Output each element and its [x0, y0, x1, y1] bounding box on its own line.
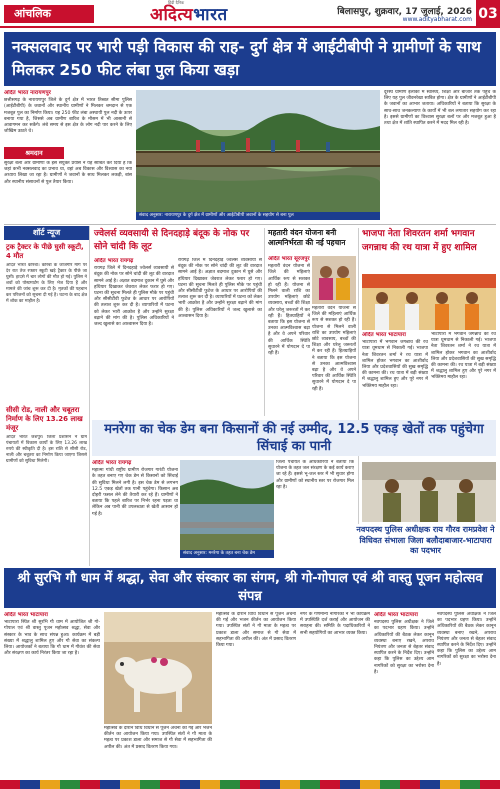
- divider: [264, 228, 265, 416]
- police-photo-illustration: [362, 462, 496, 522]
- cow-photo-illustration: [104, 612, 212, 724]
- police-byline: अदित भारत भाटापारा: [374, 612, 418, 618]
- jewellery-article-cont: रायगढ़ जिले में दिनदहाड़े ज्वेलर्स व्यवसायी से बंदूक की नोक पर सोने चांदी की लूट की वारदात सामने आई है। अज्ञात बदमाश दुकान में घुसे और हथियार दिखाकर जेवरात लेकर फरार हो गए। घटना की सूचना मिलते ही पुलिस मौके पर पहुंची और सीसीटीवी फुटेज के आधार पर आरोपियों की तलाश शुरू कर दी है। व्यापारियों में घटना को लेकर भारी आक्रोश है और उन्होंने सुरक्षा बढ़ाने की मांग की है। पुलिस अधिकारियों ने जल्द खुलासे का आश्वासन दिया है।: [178, 258, 262, 319]
- bhajpa-photo[interactable]: [362, 274, 496, 330]
- short-news-header: शॉर्ट न्यूज: [4, 226, 89, 240]
- mahtari-text: महतारी वंदन योजना से जिले की महिलाएं आर्थिक रूप से सशक्त हो रही हैं। योजना से मिलने वाली राशि का उपयोग महिलाएं छोटे व्यवसाय, बच्चों की शिक्षा और घरेलू जरूरतों में कर रही हैं। हितग्राहियों ने बताया कि इस योजना से उनका आत्मविश्वास बढ़ा है और वे अपने परिवार की आर्थिक स्थिति सुधारने में योगदान दे पा रही हैं।: [268, 264, 310, 357]
- lead-photo-caption: संवाद अनुसार: नारायणपुर के दुर्ग क्षेत्र में ग्रामीणों और आईटीबीपी जवानों के सहयोग से बना पुल: [136, 212, 380, 220]
- lead-article-left: [4, 90, 132, 146]
- police-photo[interactable]: [362, 462, 496, 522]
- checkdam-photo-illustration: [180, 460, 274, 550]
- surabhi-article-mid-lower: महोत्सव के दौरान विधि विधान से पूजन अर्चना की गई और भजन कीर्तन का आयोजन किया गया। उपस्थित संतों ने गौ माता के महत्व पर प्रकाश डाला और समाज से गौ सेवा में सहभागिता की अपील की। अंत में प्रसाद वितरण किया गया।: [104, 726, 212, 750]
- shramdaan-label: श्रमदान: [4, 147, 64, 159]
- manrega-article: [92, 460, 178, 566]
- short-news-text-1: अदित भारत कोरबा। कोरबा के जांजगीर मार्ग पर देर रात तेज रफ्तार स्कूटी खड़े ट्रैक्टर के पीछे जा घुसी। हादसे में चार लोगों की मौत हो गई। पुलिस ने शवों को पोस्टमार्टम के लिए भेज दिया है और मामले की जांच शुरू कर दी है। मृतकों की पहचान कर परिजनों को सूचना दी गई है। घटना के बाद क्षेत्र में शोक का माहौल है।: [6, 263, 87, 304]
- lead-text-left: छत्तीसगढ़ के नारायणपुर जिले के दुर्ग क्षेत्र में भारत तिब्बत सीमा पुलिस (आईटीबीपी) के जवानों और स्थानीय ग्रामीणों ने मिलकर श्रमदान से एक मजबूत पुल का निर्माण किया। यह 250 फीट लंबा अस्थायी पुल नदी के ऊपर बनाया गया है, जिससे अब ग्रामीण बारिश के मौसम में भी आसानी से आवागमन कर सकेंगे। लंबे समय से इस क्षेत्र के लोग नदी पार करने के लिए जोखिम उठाते थे।: [4, 98, 132, 135]
- logo-tagline: हिंदी दैनिक: [168, 0, 185, 5]
- lead-article-right: दूरस्थ ग्रामीण इलाकों में स्वास्थ्य, शिक्षा और बाजार तक पहुंच के लिए यह पुल जीवनरेखा साबित होगा। क्षेत्र के ग्रामीणों ने आईटीबीपी के जवानों का आभार जताया। अधिकारियों ने बताया कि सुरक्षा के साथ-साथ जनकल्याण के कार्यों में भी बल लगातार सहयोग कर रहा है। इससे ग्रामीणों का विश्वास सुरक्षा बलों पर और मजबूत हुआ है तथा क्षेत्र में शांति स्थापित करने में मदद मिल रही है।: [384, 90, 496, 127]
- surabhi-headline[interactable]: श्री सुरभि गौ धाम में श्रद्धा, सेवा और संस्कार का संगम, श्री गो-गोपाल एवं श्री वास्तु पूजन महोत्सव संपन्न: [4, 568, 496, 608]
- mahtari-photo[interactable]: [312, 256, 356, 304]
- lead-article-left-2: सुरक्षा बलों और ग्रामीणों के इस संयुक्त प्रयास ने यह साबित कर दिया है कि जहां कभी नक्सलवाद का प्रभाव था, वहां अब विकास और विश्वास का नया अध्याय लिखा जा रहा है। ग्रामीणों ने जवानों के साथ मिलकर लकड़ी, बांस और स्थानीय संसाधनों से पुल तैयार किया।: [4, 161, 132, 185]
- manrega-byline: अदित भारत रायगढ़: [92, 460, 132, 466]
- police-headline[interactable]: नवपदस्थ पुलिस अधीक्षक राय गौरव रामप्रवेश ने विधिवत संभाला जिला बलौदाबाजार-भाटापारा का पदभार: [356, 525, 495, 555]
- short-news-column: [4, 226, 90, 566]
- surabhi-text-left: भाटापारा स्थित श्री सुरभि गौ धाम में आयोजित श्री गो-गोपाल एवं श्री वास्तु पूजन महोत्सव श्रद्धा, सेवा और संस्कार के भाव के साथ संपन्न हुआ। कार्यक्रम में बड़ी संख्या में श्रद्धालु शामिल हुए और गौ सेवा का संकल्प लिया। आयोजकों ने बताया कि गौ धाम में गौवंश की सेवा और संरक्षण का कार्य निरंतर किया जा रहा है।: [4, 620, 100, 657]
- page-number: 03: [476, 0, 500, 28]
- police-article-cont: नवपदस्थ पुलिस अधीक्षक ने जिले का पदभार ग्रहण किया। उन्होंने अधिकारियों की बैठक लेकर कानून व्यवस्था बनाए रखने, अपराध नियंत्रण और जनता से बेहतर संवाद स्थापित करने के निर्देश दिए। उन्होंने कहा कि पुलिस का उद्देश्य आम नागरिकों को सुरक्षा का भरोसा देना है।: [437, 612, 496, 667]
- lead-headline-box: [4, 32, 496, 86]
- mahtari-article: [268, 256, 310, 416]
- bhajpa-byline: अदित भारत भाटापारा: [362, 332, 406, 338]
- divider: [358, 228, 359, 524]
- manrega-article-right: जिला पंचायत के अधिकारियों ने बताया कि योजना के तहत जल संरक्षण के कई कार्य कराए जा रहे हैं। इससे भू-जल स्तर में भी सुधार होगा और ग्रामीणों को स्थानीय स्तर पर रोजगार मिल रहा है।: [276, 460, 354, 490]
- mahtari-photo-illustration: [312, 256, 356, 304]
- bhajpa-text: भाटापारा में भगवान जगन्नाथ की रथ यात्रा धूमधाम से निकाली गई। भाजपा नेता शिवरतन शर्मा ने रथ यात्रा में शामिल होकर भगवान का आशीर्वाद लिया और प्रदेशवासियों की सुख समृद्धि की कामना की। रथ यात्रा में बड़ी संख्या में श्रद्धालु शामिल हुए और पूरे नगर में भक्तिमय माहौल रहा।: [362, 340, 428, 389]
- website-link[interactable]: www.adityabharat.com: [402, 16, 472, 23]
- surabhi-article-mid: महोत्सव के दौरान विधि विधान से पूजन अर्चना की गई और भजन कीर्तन का आयोजन किया गया। उपस्थित संतों ने गौ माता के महत्व पर प्रकाश डाला और समाज से गौ सेवा में सहभागिता की अपील की। अंत में प्रसाद वितरण किया गया।: [216, 612, 296, 649]
- surabhi-article-right: नगर के गणमान्य नागरिकों ने भी कार्यक्रम में उपस्थिति दर्ज कराई और आयोजन की सराहना की। समिति के पदाधिकारियों ने सभी सहयोगियों का आभार व्यक्त किया।: [300, 612, 370, 636]
- short-news-text-2: अदित भारत जशपुर। जिला प्रशासन ने ग्राम पंचायतों में विकास कार्यों के लिए 13.26 लाख रुपये की स्वीकृति दी है। इस राशि से सीसी रोड, नाली और चबूतरा का निर्माण किया जाएगा जिससे ग्रामीणों को सुविधा मिलेगी।: [6, 435, 87, 464]
- jewellery-article: [94, 258, 174, 416]
- footer-color-strip: [0, 780, 500, 789]
- jewellery-byline: अदित भारत रायगढ़: [94, 258, 134, 264]
- bhajpa-headline[interactable]: भाजपा नेता शिवरतन शर्मा भगवान जगन्नाथ की रथ यात्रा में हुए शामिल: [362, 229, 477, 253]
- surabhi-article-left: [4, 612, 100, 778]
- section-tag: आंचलिक: [4, 5, 94, 23]
- bridge-photo-illustration: [136, 90, 380, 212]
- manrega-photo-caption: संवाद अनुसार: मनरेगा के तहत बना चेक डेम: [180, 550, 274, 558]
- logo-part-a: अदित्य: [150, 5, 194, 25]
- surabhi-byline: अदित भारत भाटापारा: [4, 612, 48, 618]
- lead-headline[interactable]: नक्सलवाद पर भारी पड़ी विकास की राह- दुर्ग क्षेत्र में आईटीबीपी ने ग्रामीणों के साथ मिलकर 250 फीट लंबा पुल किया खड़ा: [12, 38, 481, 79]
- mahtari-headline[interactable]: महतारी वंदन योजना बनी आत्मनिर्भरता की नई पहचान: [268, 228, 346, 247]
- lead-photo-bridge[interactable]: [136, 90, 380, 212]
- newspaper-logo[interactable]: [150, 2, 228, 26]
- police-article: [374, 612, 434, 778]
- logo-part-b: भारत: [193, 5, 228, 25]
- surabhi-photo-cow[interactable]: [104, 612, 212, 724]
- mahtari-article-cont: महतारी वंदन योजना से जिले की महिलाएं आर्थिक रूप से सशक्त हो रही हैं। योजना से मिलने वाली राशि का उपयोग महिलाएं छोटे व्यवसाय, बच्चों की शिक्षा और घरेलू जरूरतों में कर रही हैं। हितग्राहियों ने बताया कि इस योजना से उनका आत्मविश्वास बढ़ा है और वे अपने परिवार की आर्थिक स्थिति सुधारने में योगदान दे पा रही हैं।: [312, 306, 356, 392]
- manrega-headline[interactable]: मनरेगा का चेक डेम बना किसानों की नई उम्मीद, 12.5 एकड़ खेतों तक पहुंचेगा सिंचाई का पानी: [92, 420, 496, 456]
- dateline: बिलासपुर, शुक्रवार, 17 जुलाई, 2026: [337, 7, 472, 17]
- lead-byline: अदित भारत नारायणपुर: [4, 90, 51, 96]
- manrega-photo-checkdam[interactable]: [180, 460, 274, 550]
- rath-yatra-photo-illustration: [362, 274, 496, 330]
- police-text: नवपदस्थ पुलिस अधीक्षक ने जिले का पदभार ग्रहण किया। उन्होंने अधिकारियों की बैठक लेकर कानून व्यवस्था बनाए रखने, अपराध नियंत्रण और जनता से बेहतर संवाद स्थापित करने के निर्देश दिए। उन्होंने कहा कि पुलिस का उद्देश्य आम नागरिकों को सुरक्षा का भरोसा देना है।: [374, 620, 434, 675]
- divider: [4, 224, 496, 225]
- masthead: [0, 0, 500, 28]
- manrega-text: महात्मा गांधी राष्ट्रीय ग्रामीण रोजगार गारंटी योजना के तहत बनाए गए चेक डेम से किसानों को सिंचाई की सुविधा मिलने लगी है। इस चेक डेम से लगभग 12.5 एकड़ खेतों तक पानी पहुंचेगा। किसान अब दोहरी फसल लेने की तैयारी कर रहे हैं। ग्रामीणों ने बताया कि पहले बारिश पर निर्भर रहना पड़ता था लेकिन अब पानी की उपलब्धता से खेती आसान हो गई है।: [92, 468, 178, 517]
- short-news-title-2[interactable]: सीसी रोड, नाली और चबूतरा निर्माण के लिए 13.26 लाख मंजूर: [6, 406, 83, 432]
- short-news-title-1[interactable]: ट्रक ट्रैक्टर के पीछे घुसी स्कूटी, 4 मौत: [6, 243, 84, 260]
- bhajpa-article-cont: भाटापारा में भगवान जगन्नाथ की रथ यात्रा धूमधाम से निकाली गई। भाजपा नेता शिवरतन शर्मा ने रथ यात्रा में शामिल होकर भगवान का आशीर्वाद लिया और प्रदेशवासियों की सुख समृद्धि की कामना की। रथ यात्रा में बड़ी संख्या में श्रद्धालु शामिल हुए और पूरे नगर में भक्तिमय माहौल रहा।: [431, 332, 496, 381]
- mahtari-byline: अदित भारत सूरजपुर: [268, 256, 310, 262]
- jewellery-text: रायगढ़ जिले में दिनदहाड़े ज्वेलर्स व्यवसायी से बंदूक की नोक पर सोने चांदी की लूट की वारदात सामने आई है। अज्ञात बदमाश दुकान में घुसे और हथियार दिखाकर जेवरात लेकर फरार हो गए। घटना की सूचना मिलते ही पुलिस मौके पर पहुंची और सीसीटीवी फुटेज के आधार पर आरोपियों की तलाश शुरू कर दी है। व्यापारियों में घटना को लेकर भारी आक्रोश है और उन्होंने सुरक्षा बढ़ाने की मांग की है। पुलिस अधिकारियों ने जल्द खुलासे का आश्वासन दिया है।: [94, 266, 174, 328]
- jewellery-headline[interactable]: ज्वेलर्स व्यवसायी से दिनदहाड़े बंदूक के नोक पर सोने चांदी कि लूट: [94, 229, 250, 252]
